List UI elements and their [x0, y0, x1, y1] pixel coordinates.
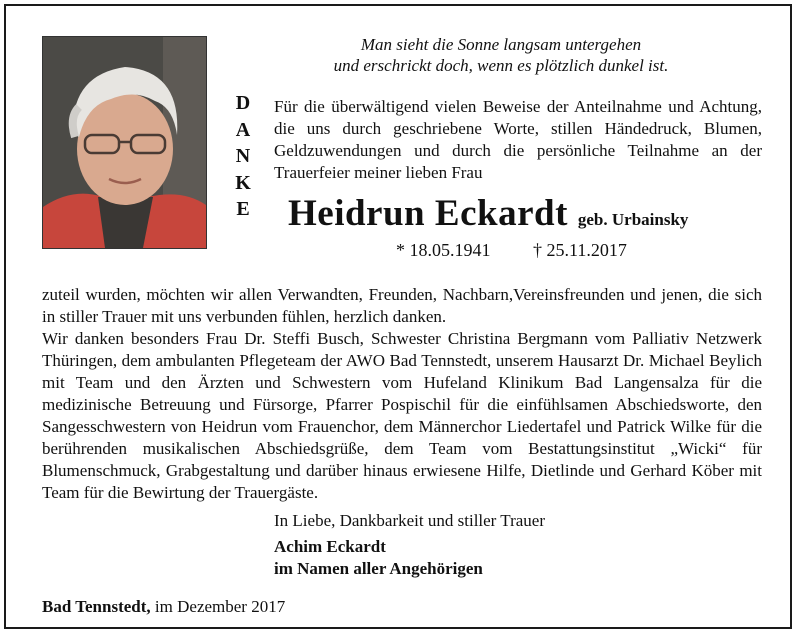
- birth-date: * 18.05.1941: [396, 240, 491, 260]
- life-dates: [396, 240, 627, 261]
- place-town: Bad Tennstedt,: [42, 597, 151, 616]
- thanks-paragraph-2: Wir danken besonders Frau Dr. Steffi Busch, Schwester Christina Bergmann vom Palliativ Netzwerk Thüringen, dem ambulanten Pflegeteam der AWO Bad Tennstedt, unserem Hausarzt Dr. Michael Beylich mit Team und den Ärzten und Schwestern vom Hufeland Klinikum Bad Langensalza für die medizinische Betreuung und Fürsorge, Pfarrer Pospischil für die einfühlsamen Abschiedsworte, den Sangesschwestern von Heidrun vom Frauenchor, dem Männerchor Liedertafel und Patrick Wilke für die berührenden musikalischen Abschiedsgrüße, dem Team vom Bestattungsinstitut „Wicki“ für Blumenschmuck, Grabgestaltung und darüber hinaus erwiesene Hilfe, Dietlinde und Gerhard Köber mit Team für die Bewirtung der Trauergäste.: [42, 329, 762, 502]
- thanks-text: [42, 284, 762, 504]
- danke-letter: E: [236, 198, 250, 220]
- intro-paragraph: Für die überwältigend vielen Beweise der Anteilnahme und Achtung, die uns durch geschriebene Worte, stillen Händedruck, Blumen, Geldzuwendungen und durch die persönliche Teilnahme an der Trauerfeier meiner lieben Frau: [274, 97, 762, 182]
- thanks-paragraph-1: zuteil wurden, möchten wir allen Verwandten, Freunden, Nachbarn,Vereinsfreunden und jenen, die sich in stiller Trauer mit uns verbunden fühlen, herzlich danken.: [42, 285, 762, 326]
- born-name: geb. Urbainsky: [577, 210, 689, 229]
- signature-block: [274, 536, 483, 580]
- place-date: im Dezember 2017: [150, 597, 286, 616]
- deceased-heading: [288, 192, 768, 235]
- closing-line: In Liebe, Dankbarkeit und stiller Trauer: [274, 511, 545, 530]
- danke-letter: N: [235, 145, 251, 167]
- death-date: † 25.11.2017: [533, 240, 627, 260]
- motto-line-1: Man sieht die Sonne langsam untergehen: [360, 35, 642, 54]
- danke-letter: K: [235, 171, 251, 194]
- signer-family: im Namen aller Angehörigen: [274, 559, 483, 578]
- signer-name: Achim Eckardt: [274, 537, 386, 556]
- danke-letter: A: [235, 118, 251, 141]
- danke-vertical-word: [232, 90, 254, 223]
- place-date-line: [42, 596, 285, 618]
- obituary-notice: [4, 4, 792, 629]
- motto-quote: [306, 34, 696, 76]
- deceased-name: Heidrun Eckardt: [288, 193, 568, 234]
- danke-letter: D: [235, 92, 251, 114]
- motto-line-2: und erschrickt doch, wenn es plötzlich dunkel ist.: [333, 56, 669, 75]
- portrait-photo: [42, 36, 207, 249]
